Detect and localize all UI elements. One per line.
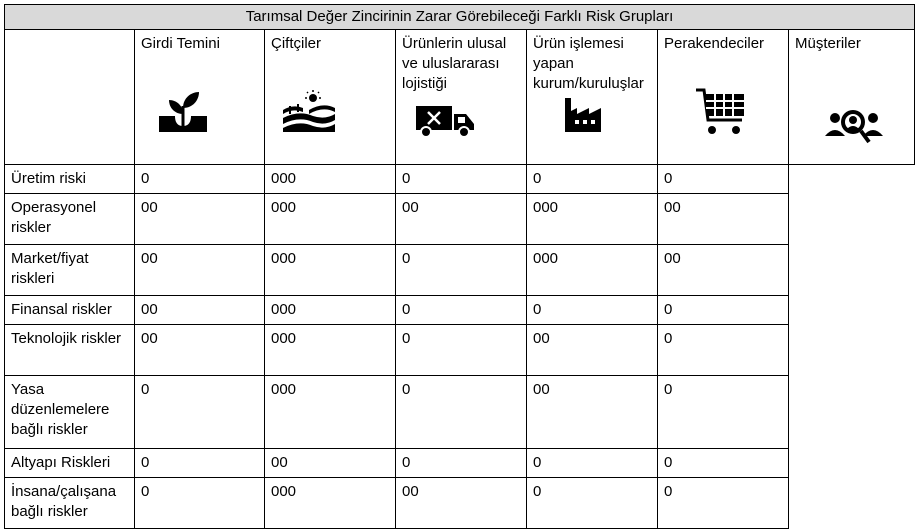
table-cell: 00	[135, 245, 265, 296]
table-cell: 0	[658, 296, 789, 325]
table-cell: 0	[527, 478, 658, 529]
risk-groups-table	[4, 4, 915, 529]
table-cell: 000	[265, 296, 396, 325]
column-header-logistics	[396, 30, 527, 165]
header-corner-cell	[5, 30, 135, 165]
delivery-truck-icon	[402, 104, 520, 160]
table-cell: 00	[396, 194, 527, 245]
table-cell: 000	[527, 194, 658, 245]
farmland-sun-icon	[271, 90, 389, 146]
table-cell: 0	[658, 376, 789, 449]
customers-empty-column	[789, 165, 915, 529]
table-cell: 0	[658, 478, 789, 529]
row-label: Teknolojik riskler	[5, 325, 135, 376]
table-cell: 0	[527, 449, 658, 478]
row-label: Market/fiyat riskleri	[5, 245, 135, 296]
table-title: Tarımsal Değer Zincirinin Zarar Görebileceği Farklı Risk Grupları	[5, 5, 915, 30]
table-cell: 00	[527, 376, 658, 449]
table-cell: 0	[658, 325, 789, 376]
column-header-label: Girdi Temini	[141, 35, 220, 52]
table-cell: 000	[265, 478, 396, 529]
column-header-farmers	[265, 30, 396, 165]
table-cell: 0	[396, 245, 527, 296]
shopping-cart-icon	[664, 86, 782, 142]
table-cell: 00	[135, 296, 265, 325]
table-cell: 0	[527, 165, 658, 194]
table-cell: 0	[527, 296, 658, 325]
table-cell: 0	[135, 376, 265, 449]
table-cell: 0	[396, 296, 527, 325]
row-label: Yasa düzenlemelere bağlı riskler	[5, 376, 135, 449]
table-cell: 0	[135, 478, 265, 529]
table-cell: 000	[265, 194, 396, 245]
column-header-retailers	[658, 30, 789, 165]
table-cell: 000	[527, 245, 658, 296]
table-cell: 0	[396, 376, 527, 449]
row-label: İnsana/çalışana bağlı riskler	[5, 478, 135, 529]
column-header-label: Ürünlerin ulusal ve uluslararası lojistiği	[402, 35, 507, 92]
factory-icon	[533, 94, 651, 150]
table-cell: 000	[265, 245, 396, 296]
table-cell: 00	[527, 325, 658, 376]
table-cell: 00	[135, 194, 265, 245]
table-cell: 00	[265, 449, 396, 478]
sprout-icon	[141, 90, 258, 146]
row-label: Operasyonel riskler	[5, 194, 135, 245]
table-cell: 0	[135, 449, 265, 478]
column-header-customers	[789, 30, 915, 165]
table-cell: 0	[658, 449, 789, 478]
customers-search-icon	[795, 106, 908, 162]
table-cell: 000	[265, 325, 396, 376]
column-header-input-supply	[135, 30, 265, 165]
row-label: Altyapı Riskleri	[5, 449, 135, 478]
table-cell: 0	[135, 165, 265, 194]
column-header-label: Çiftçiler	[271, 35, 322, 52]
table-cell: 0	[396, 165, 527, 194]
column-header-processors	[527, 30, 658, 165]
table-cell: 000	[265, 165, 396, 194]
table-cell: 0	[396, 325, 527, 376]
table-cell: 00	[135, 325, 265, 376]
row-label: Finansal riskler	[5, 296, 135, 325]
column-header-label: Ürün işlemesi yapan kurum/kuruluşlar	[533, 35, 644, 92]
table-cell: 00	[658, 194, 789, 245]
table-cell: 000	[265, 376, 396, 449]
table-cell: 00	[396, 478, 527, 529]
table-cell: 0	[396, 449, 527, 478]
row-label: Üretim riski	[5, 165, 135, 194]
table-cell: 00	[658, 245, 789, 296]
column-header-label: Perakendeciler	[664, 35, 765, 52]
column-header-label: Müşteriler	[795, 35, 861, 52]
table-cell: 0	[658, 165, 789, 194]
risk-table-container	[4, 4, 915, 529]
